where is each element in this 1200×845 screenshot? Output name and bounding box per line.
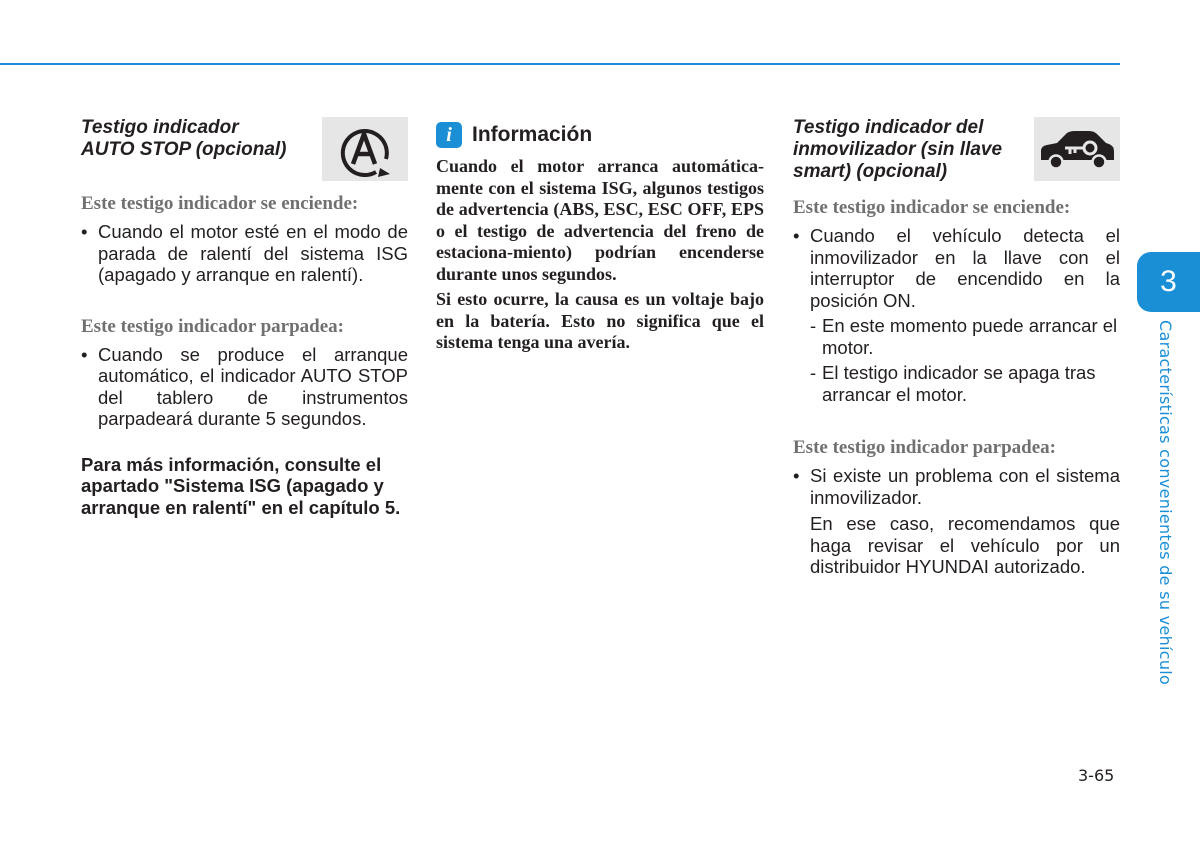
immobilizer-heading-line3: smart) (opcional): [793, 161, 948, 182]
bullet-text: Si existe un problema con el sistema inmovilizador.: [810, 465, 1120, 508]
page-number: 3-65: [1078, 766, 1115, 785]
auto-stop-heading-line1: Testigo indicador: [81, 117, 239, 138]
chapter-title: Características convenientes de su vehículo: [1156, 320, 1175, 686]
information-box: [436, 117, 764, 354]
immobilizer-blink-label: Este testigo indicador parpadea:: [793, 437, 1057, 458]
immobilizer-on-bullet: [793, 225, 1120, 311]
information-header: [436, 122, 764, 148]
immobilizer-heading-line1: Testigo indicador del: [793, 117, 984, 138]
auto-stop-on-bullet: [81, 221, 408, 286]
auto-stop-note: Para más información, consulte el apartado "Sistema ISG (apagado y arranque en ralentí" en el capítulo 5.: [81, 453, 401, 518]
immobilizer-car-key-icon: [1034, 117, 1120, 181]
immobilizer-blink-bullet: [793, 465, 1120, 508]
bullet-dot: •: [81, 221, 88, 242]
auto-stop-blink-label: Este testigo indicador parpadea:: [81, 315, 345, 337]
chapter-tab: 3: [1137, 252, 1200, 312]
information-title: Información: [472, 123, 593, 146]
bullet-text: Cuando el vehículo detecta el inmovilizador en la llave con el interruptor de encendido en la posición ON.: [810, 225, 1120, 311]
bullet-dot: •: [793, 465, 800, 486]
bullet-dot: •: [81, 343, 88, 365]
information-paragraph-2: Si esto ocurre, la causa es un voltaje bajo en la batería. Esto no significa que el sistema tenga una avería.: [436, 289, 764, 352]
immobilizer-section: [793, 117, 1120, 578]
immobilizer-on-label: Este testigo indicador se enciende:: [793, 197, 1071, 218]
dash-marker: -: [810, 315, 817, 336]
auto-stop-blink-bullet: [81, 344, 408, 430]
immobilizer-sub-item-2: [810, 362, 1120, 405]
sub-item-text: El testigo indicador se apaga tras arrancar el motor.: [822, 362, 1096, 405]
immobilizer-heading-line2: inmovilizador (sin llave: [793, 139, 1003, 160]
immobilizer-followup: En ese caso, recomendamos que haga revisar el vehículo por un distribuidor HYUNDAI autorizado.: [810, 513, 1120, 577]
immobilizer-sub-item-1: [810, 315, 1120, 358]
info-icon: i: [436, 122, 462, 148]
auto-stop-heading-line2: AUTO STOP (opcional): [81, 139, 287, 160]
information-paragraph-1: Cuando el motor arranca automática-mente con el sistema ISG, algunos testigos de advertencia (ABS, ESC, ESC OFF, EPS o el testigo de advertencia del freno de estaciona-miento) podrían encenderse durante unos segundos.: [436, 156, 764, 284]
auto-stop-on-label: Este testigo indicador se enciende:: [81, 193, 359, 214]
dash-marker: -: [810, 362, 817, 383]
bullet-text: Cuando se produce el arranque automático, el indicador AUTO STOP del tablero de instrumentos parpadeará durante 5 segundos.: [98, 343, 408, 429]
top-rule: [0, 63, 1120, 65]
bullet-text: Cuando el motor esté en el modo de parada de ralentí del sistema ISG (apagado y arranque en ralentí).: [98, 221, 408, 285]
auto-stop-icon: [322, 117, 408, 181]
sub-item-text: En este momento puede arrancar el motor.: [822, 315, 1118, 358]
bullet-dot: •: [793, 225, 800, 246]
auto-stop-section: [81, 117, 408, 518]
